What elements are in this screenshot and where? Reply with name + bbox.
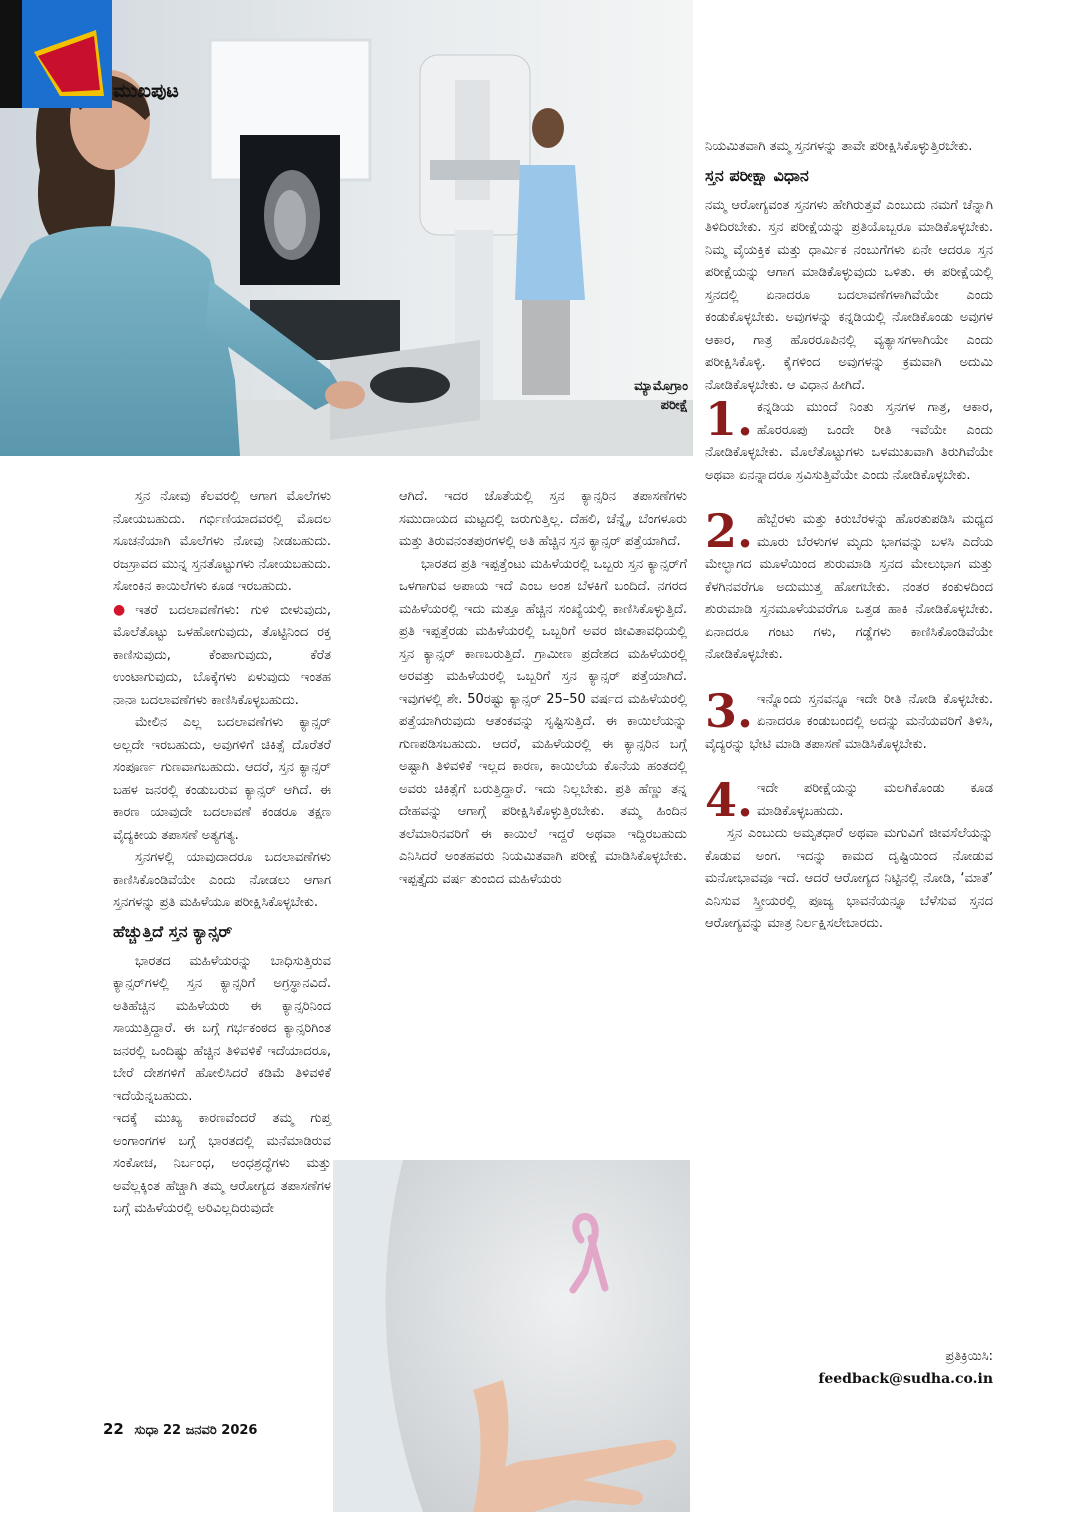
caption-line: ಪರೀಕ್ಷೆ: [660, 398, 688, 413]
photo-caption: [560, 377, 688, 415]
step-text: ಇದೇ ಪರೀಕ್ಷೆಯನ್ನು ಮಲಗಿಕೊಂಡು ಕೂಡ ಮಾಡಿಕೊಳ್ಳಬಹುದು.: [757, 781, 993, 819]
paragraph: ನಿಯಮಿತವಾಗಿ ತಮ್ಮ ಸ್ತನಗಳನ್ನು ತಾವೇ ಪರೀಕ್ಷಿಸಿಕೊಳ್ಳುತ್ತಿರಬೇಕು.: [705, 139, 973, 154]
step-number: 2.: [705, 504, 754, 558]
step-item: [705, 392, 993, 487]
step-number: 1.: [705, 392, 754, 446]
feedback-block: [780, 1346, 993, 1390]
paragraph: ಸ್ತನ ನೋವು ಕೆಲವರಲ್ಲಿ ಆಗಾಗ ಮೊಲೆಗಳು ನೋಯಬಹುದು. ಗರ್ಭಿಣಿಯಾದವರಲ್ಲಿ ಮೊದಲ ಸೂಚನೆಯಾಗಿ ಮೊಲೆಗಳು ನೋವು ನೀಡಬಹುದು. ರಜಸ್ರಾವದ ಮುನ್ನ ಸ್ತನತೊಟ್ಟುಗಳು ನೋಯಬಹುದು. ಸೋಂಕಿನ ಕಾಯಿಲೆಗಳು ಕೂಡ ಇರಬಹುದು.: [113, 489, 331, 594]
left-column: [113, 486, 331, 1221]
step-number: 3.: [705, 683, 754, 738]
section-label: ಮುಖಪುಟ: [113, 80, 179, 102]
paragraph: ಸ್ತನಗಳಲ್ಲಿ ಯಾವುದಾದರೂ ಬದಲಾವಣೆಗಳು ಕಾಣಿಸಿಕೊಂಡಿವೆಯೇ ಎಂದು ನೋಡಲು ಆಗಾಗ ಸ್ತನಗಳನ್ನು ಪ್ರತಿ ಮಹಿಳೆಯೂ ಪರೀಕ್ಷಿಸಿಕೊಳ್ಳಬೇಕು.: [113, 850, 331, 910]
middle-column: [399, 486, 687, 891]
feedback-label: ಪ್ರತಿಕ್ರಿಯಿಸಿ:: [945, 1349, 993, 1364]
magazine-logo: [0, 0, 112, 108]
breast-selfexam-photo: [333, 1160, 690, 1512]
step-text: ಹೆಬ್ಬೆರಳು ಮತ್ತು ಕಿರುಬೆರಳನ್ನು ಹೊರತುಪಡಿಸಿ ಮಧ್ಯದ ಮೂರು ಬೆರಳುಗಳ ಮೃದು ಭಾಗವನ್ನು ಬಳಸಿ ಎದೆಯ ಮೇಲ್ಭಾಗದ ಮೂಳೆಯಿಂದ ಶುರುಮಾಡಿ ಸ್ತನದ ಮೇಲುಭಾಗ ಮತ್ತು ಕೆಳಗಿನವರೆಗೂ ಅದುಮುತ್ತ ಹೋಗಬೇಕು. ನಂತರ ಕಂಕುಳದಿಂದ ಶುರುಮಾಡಿ ಸ್ತನಮೂಳೆಯವರೆಗೂ ಒತ್ತಡ ಹಾಕಿ ನೋಡಿಕೊಳ್ಳಬೇಕು. ಏನಾದರೂ ಗಂಟು ಗಳು, ಗಡ್ಡೆಗಳು ಕಾಣಿಸಿಕೊಂಡಿವೆಯೇ ನೋಡಿಕೊಳ್ಳಬೇಕು.: [705, 512, 993, 662]
feedback-email-link[interactable]: feedback@sudha.co.in: [818, 1371, 993, 1387]
paragraph: ಸ್ತನ ಎಂಬುದು ಅಮೃತಧಾರೆ ಅಥವಾ ಮಗುವಿಗೆ ಜೀವಸೆಲೆಯನ್ನು ಕೊಡುವ ಅಂಗ. ಇದನ್ನು ಕಾಮದ ದೃಷ್ಟಿಯಿಂದ ನೋಡುವ ಮನೋಭಾವವೂ ಇದೆ. ಆದರೆ ಆರೋಗ್ಯದ ನಿಟ್ಟಿನಲ್ಲಿ ನೋಡಿ, ‘ಮಾತೆ’ ಎನಿಸುವ ಸ್ತ್ರೀಯರಲ್ಲಿ ಪೂಜ್ಯ ಭಾವನೆಯನ್ನೂ ಬೆಳೆಸುವ ಸ್ತನದ ಆರೋಗ್ಯವನ್ನು ಮಾತ್ರ ನಿರ್ಲಕ್ಷಿಸಲೇಬಾರದು.: [705, 826, 993, 931]
step-item: [705, 773, 993, 827]
bullet-text: ಇತರೆ ಬದಲಾವಣೆಗಳು: ಗುಳಿ ಬೀಳುವುದು, ಮೊಲೆತೊಟ್ಟು ಒಳಹೋಗುವುದು, ತೊಟ್ಟಿನಿಂದ ರಕ್ತ ಕಾಣಿಸುವುದು, ಕೆಂಪಾಗುವುದು, ಕೆರೆತ ಉಂಟಾಗುವುದು, ಬೊಕ್ಕೆಗಳು ಏಳುವುದು ಇಂತಹ ನಾನಾ ಬದಲಾವಣೆಗಳು ಕಾಣಿಸಿಕೊಳ್ಳಬಹುದು.: [113, 602, 332, 708]
page-number: 22: [103, 1420, 124, 1438]
right-column: [705, 136, 993, 936]
step-item: [705, 504, 993, 667]
step-item: [705, 683, 993, 757]
paragraph: ಭಾರತದ ಮಹಿಳೆಯರನ್ನು ಬಾಧಿಸುತ್ತಿರುವ ಕ್ಯಾನ್ಸರ್‌ಗಳಲ್ಲಿ ಸ್ತನ ಕ್ಯಾನ್ಸರಿಗೆ ಅಗ್ರಸ್ಥಾನವಿದೆ. ಅತಿಹೆಚ್ಚಿನ ಮಹಿಳೆಯರು ಈ ಕ್ಯಾನ್ಸರಿನಿಂದ ಸಾಯುತ್ತಿದ್ದಾರೆ. ಈ ಬಗ್ಗೆ ಗರ್ಭಕಂಠದ ಕ್ಯಾನ್ಸರಿಗಿಂತ ಜನರಲ್ಲಿ ಒಂದಿಷ್ಟು ಹೆಚ್ಚಿನ ತಿಳಿವಳಿಕೆ ಇದೆಯಾದರೂ, ಬೇರೆ ದೇಶಗಳಿಗೆ ಹೋಲಿಸಿದರೆ ಕಡಿಮೆ ತಿಳಿವಳಿಕೆ ಇದೆಯೆನ್ನಬಹುದು.: [113, 953, 331, 1104]
paragraph: ನಮ್ಮ ಆರೋಗ್ಯವಂತ ಸ್ತನಗಳು ಹೇಗಿರುತ್ತವೆ ಎಂಬುದು ನಮಗೆ ಚೆನ್ನಾಗಿ ತಿಳಿದಿರಬೇಕು. ಸ್ತನ ಪರೀಕ್ಷೆಯನ್ನು ಪ್ರತಿಯೊಬ್ಬರೂ ಮಾಡಿಕೊಳ್ಳಬೇಕು. ನಿಮ್ಮ ವೈಯಕ್ತಿಕ ಮತ್ತು ಧಾರ್ಮಿಕ ನಂಬುಗೆಗಳು ಏನೇ ಆದರೂ ಸ್ತನ ಪರೀಕ್ಷೆಯನ್ನು ಆಗಾಗ ಮಾಡಿಕೊಳ್ಳುವುದು ಒಳಿತು. ಈ ಪರೀಕ್ಷೆಯಲ್ಲಿ ಸ್ತನದಲ್ಲಿ ಏನಾದರೂ ಬದಲಾವಣೆಗಳಾಗಿವೆಯೇ ಎಂದು ಕಂಡುಕೊಳ್ಳಬೇಕು. ಅವುಗಳನ್ನು ಕನ್ನಡಿಯಲ್ಲಿ ನೋಡಿಕೊಂಡು ಅವುಗಳ ಆಕಾರ, ಗಾತ್ರ ಹೊರರೂಪಿನಲ್ಲಿ ವ್ಯತ್ಯಾಸಗಳಾಗಿಯೇ ಎಂದು ಪರೀಕ್ಷಿಸಿಕೊಳ್ಳಿ. ಕೈಗಳಿಂದ ಅವುಗಳನ್ನು ಕ್ರಮವಾಗಿ ಅದುಮಿ ನೋಡಿಕೊಳ್ಳಬೇಕು. ಆ ವಿಧಾನ ಹೀಗಿದೆ.: [705, 197, 993, 393]
paragraph: ಆಗಿದೆ. ಇದರ ಜೊತೆಯಲ್ಲಿ ಸ್ತನ ಕ್ಯಾನ್ಸರಿನ ತಪಾಸಣೆಗಳು ಸಮುದಾಯದ ಮಟ್ಟದಲ್ಲಿ ಜರುಗುತ್ತಿಲ್ಲ. ದೆಹಲಿ, ಚೆನ್ನೈ, ಬೆಂಗಳೂರು ಮತ್ತು ತಿರುವನಂತಪುರಗಳಲ್ಲಿ ಅತಿ ಹೆಚ್ಚಿನ ಸ್ತನ ಕ್ಯಾನ್ಸರ್ ಪತ್ತೆಯಾಗಿದೆ.: [399, 489, 687, 549]
step-text: ಇನ್ನೊಂದು ಸ್ತನವನ್ನೂ ಇದೇ ರೀತಿ ನೋಡಿ ಕೊಳ್ಳಬೇಕು. ಏನಾದರೂ ಕಂಡುಬಂದಲ್ಲಿ ಅದನ್ನು ಮನೆಯವರಿಗೆ ತಿಳಿಸಿ, ವೈದ್ಯರನ್ನು ಭೇಟಿ ಮಾಡಿ ತಪಾಸಣೆ ಮಾಡಿಸಿಕೊಳ್ಳಬೇಕು.: [705, 691, 993, 752]
paragraph: ಇದಕ್ಕೆ ಮುಖ್ಯ ಕಾರಣವೆಂದರೆ ತಮ್ಮ ಗುಪ್ತ ಅಂಗಾಂಗಗಳ ಬಗ್ಗೆ ಭಾರತದಲ್ಲಿ ಮನೆಮಾಡಿರುವ ಸಂಕೋಚ, ನಿರ್ಬಂಧ, ಅಂಧಶ್ರದ್ಧೆಗಳು ಮತ್ತು ಅವೆಲ್ಲಕ್ಕಿಂತ ಹೆಚ್ಚಾಗಿ ತಮ್ಮ ಆರೋಗ್ಯದ ತಪಾಸಣೆಗಳ ಬಗ್ಗೆ ಮಹಿಳೆಯರಲ್ಲಿ ಅರಿವಿಲ್ಲದಿರುವುದೇ: [113, 1111, 331, 1216]
bullet-icon: ●: [113, 601, 133, 618]
bullet-paragraph: [113, 599, 331, 713]
caption-line: ಮ್ಯಾಮೊಗ್ರಾಂ: [634, 379, 688, 394]
subheading: ಹೆಚ್ಚುತ್ತಿದೆ ಸ್ತನ ಕ್ಯಾನ್ಸರ್: [113, 921, 233, 941]
step-number: 4.: [705, 773, 754, 827]
paragraph: ಭಾರತದ ಪ್ರತಿ ಇಪ್ಪತ್ತೆಂಟು ಮಹಿಳೆಯರಲ್ಲಿ ಒಬ್ಬರು ಸ್ತನ ಕ್ಯಾನ್ಸರ್‌ಗೆ ಒಳಗಾಗುವ ಅಪಾಯ ಇದೆ ಎಂಬ ಅಂಶ ಬೆಳಕಿಗೆ ಬಂದಿದೆ. ನಗರದ ಮಹಿಳೆಯರಲ್ಲಿ ಇದು ಮತ್ತೂ ಹೆಚ್ಚಿನ ಸಂಖ್ಯೆಯಲ್ಲಿ ಕಾಣಿಸಿಕೊಳ್ಳುತ್ತಿದೆ. ಪ್ರತಿ ಇಪ್ಪತ್ತೆರಡು ಮಹಿಳೆಯರಲ್ಲಿ ಒಬ್ಬರಿಗೆ ಅವರ ಜೀವಿತಾವಧಿಯಲ್ಲಿ ಸ್ತನ ಕ್ಯಾನ್ಸರ್ ಕಾಣಬರುತ್ತಿದೆ. ಗ್ರಾಮೀಣ ಪ್ರದೇಶದ ಮಹಿಳೆಯರಲ್ಲಿ ಅರವತ್ತು ಮಹಿಳೆಯರಲ್ಲಿ ಒಬ್ಬರಿಗೆ ಸ್ತನ ಕ್ಯಾನ್ಸರ್ ಪತ್ತೆಯಾಗಿದೆ. ಇವುಗಳಲ್ಲಿ ಶೇ. 50ರಷ್ಟು ಕ್ಯಾನ್ಸರ್ 25–50 ವರ್ಷದ ಮಹಿಳೆಯರಲ್ಲಿ ಪತ್ತೆಯಾಗಿರುವುದು ಆತಂಕವನ್ನು ಸೃಷ್ಟಿಸುತ್ತಿದೆ. ಈ ಕಾಯಿಲೆಯನ್ನು ಗುಣಪಡಿಸಬಹುದು. ಆದರೆ, ಮಹಿಳೆಯರಲ್ಲಿ ಈ ಕ್ಯಾನ್ಸರಿನ ಬಗ್ಗೆ ಅಷ್ಟಾಗಿ ತಿಳಿವಳಿಕೆ ಇಲ್ಲದ ಕಾರಣ, ಕಾಯಿಲೆಯ ಕೊನೆಯ ಹಂತದಲ್ಲಿ ಅವರು ಚಿಕಿತ್ಸೆಗೆ ಬರುತ್ತಿದ್ದಾರೆ. ಇದು ನಿಲ್ಲಬೇಕು. ಪ್ರತಿ ಹೆಣ್ಣು ತನ್ನ ದೇಹವನ್ನು ಆಗಾಗ್ಗೆ ಪರೀಕ್ಷಿಸಿಕೊಳ್ಳುತ್ತಿರಬೇಕು. ತಮ್ಮ ಹಿಂದಿನ ತಲೆಮಾರಿನವರಿಗೆ ಈ ಕಾಯಿಲೆ ಇದ್ದರೆ ಅಥವಾ ಇದ್ದಿರಬಹುದು ಎನಿಸಿದರೆ ಅಂತಹವರು ನಿಯಮಿತವಾಗಿ ಪರೀಕ್ಷೆ ಮಾಡಿಸಿಕೊಳ್ಳಬೇಕು. ಇಪ್ಪತ್ತೈದು ವರ್ಷ ತುಂಬಿದ ಮಹಿಳೆಯರು: [399, 556, 687, 887]
paragraph: ಮೇಲಿನ ಎಲ್ಲ ಬದಲಾವಣೆಗಳು ಕ್ಯಾನ್ಸರ್ ಅಲ್ಲದೇ ಇರಬಹುದು, ಅವುಗಳಿಗೆ ಚಿಕಿತ್ಸೆ ದೊರೆತರೆ ಸಂಪೂರ್ಣ ಗುಣವಾಗಬಹುದು. ಆದರೆ, ಸ್ತನ ಕ್ಯಾನ್ಸರ್ ಬಹಳ ಜನರಲ್ಲಿ ಕಂಡುಬರುವ ಕ್ಯಾನ್ಸರ್ ಆಗಿದೆ. ಈ ಕಾರಣ ಯಾವುದೇ ಬದಲಾವಣೆ ಕಂಡರೂ ತಕ್ಷಣ ವೈದ್ಯಕೀಯ ತಪಾಸಣೆ ಅತ್ಯಗತ್ಯ.: [113, 715, 331, 843]
subheading: ಸ್ತನ ಪರೀಕ್ಷಾ ವಿಧಾನ: [705, 165, 809, 185]
step-text: ಕನ್ನಡಿಯ ಮುಂದೆ ನಿಂತು ಸ್ತನಗಳ ಗಾತ್ರ, ಆಕಾರ, ಹೊರರೂಪು ಒಂದೇ ರೀತಿ ಇವೆಯೇ ಎಂದು ನೋಡಿಕೊಳ್ಳಬೇಕು. ಮೊಲೆತೊಟ್ಟುಗಳು ಒಳಮುಖವಾಗಿ ತಿರುಗಿವೆಯೇ ಅಥವಾ ಏನನ್ನಾದರೂ ಸ್ರವಿಸುತ್ತಿವೆಯೇ ಎಂದು ನೋಡಿಕೊಳ್ಳಬೇಕು.: [705, 400, 993, 483]
page-footer: [103, 1420, 257, 1438]
magazine-issue: ಸುಧಾ 22 ಜನವರಿ 2026: [134, 1423, 258, 1438]
